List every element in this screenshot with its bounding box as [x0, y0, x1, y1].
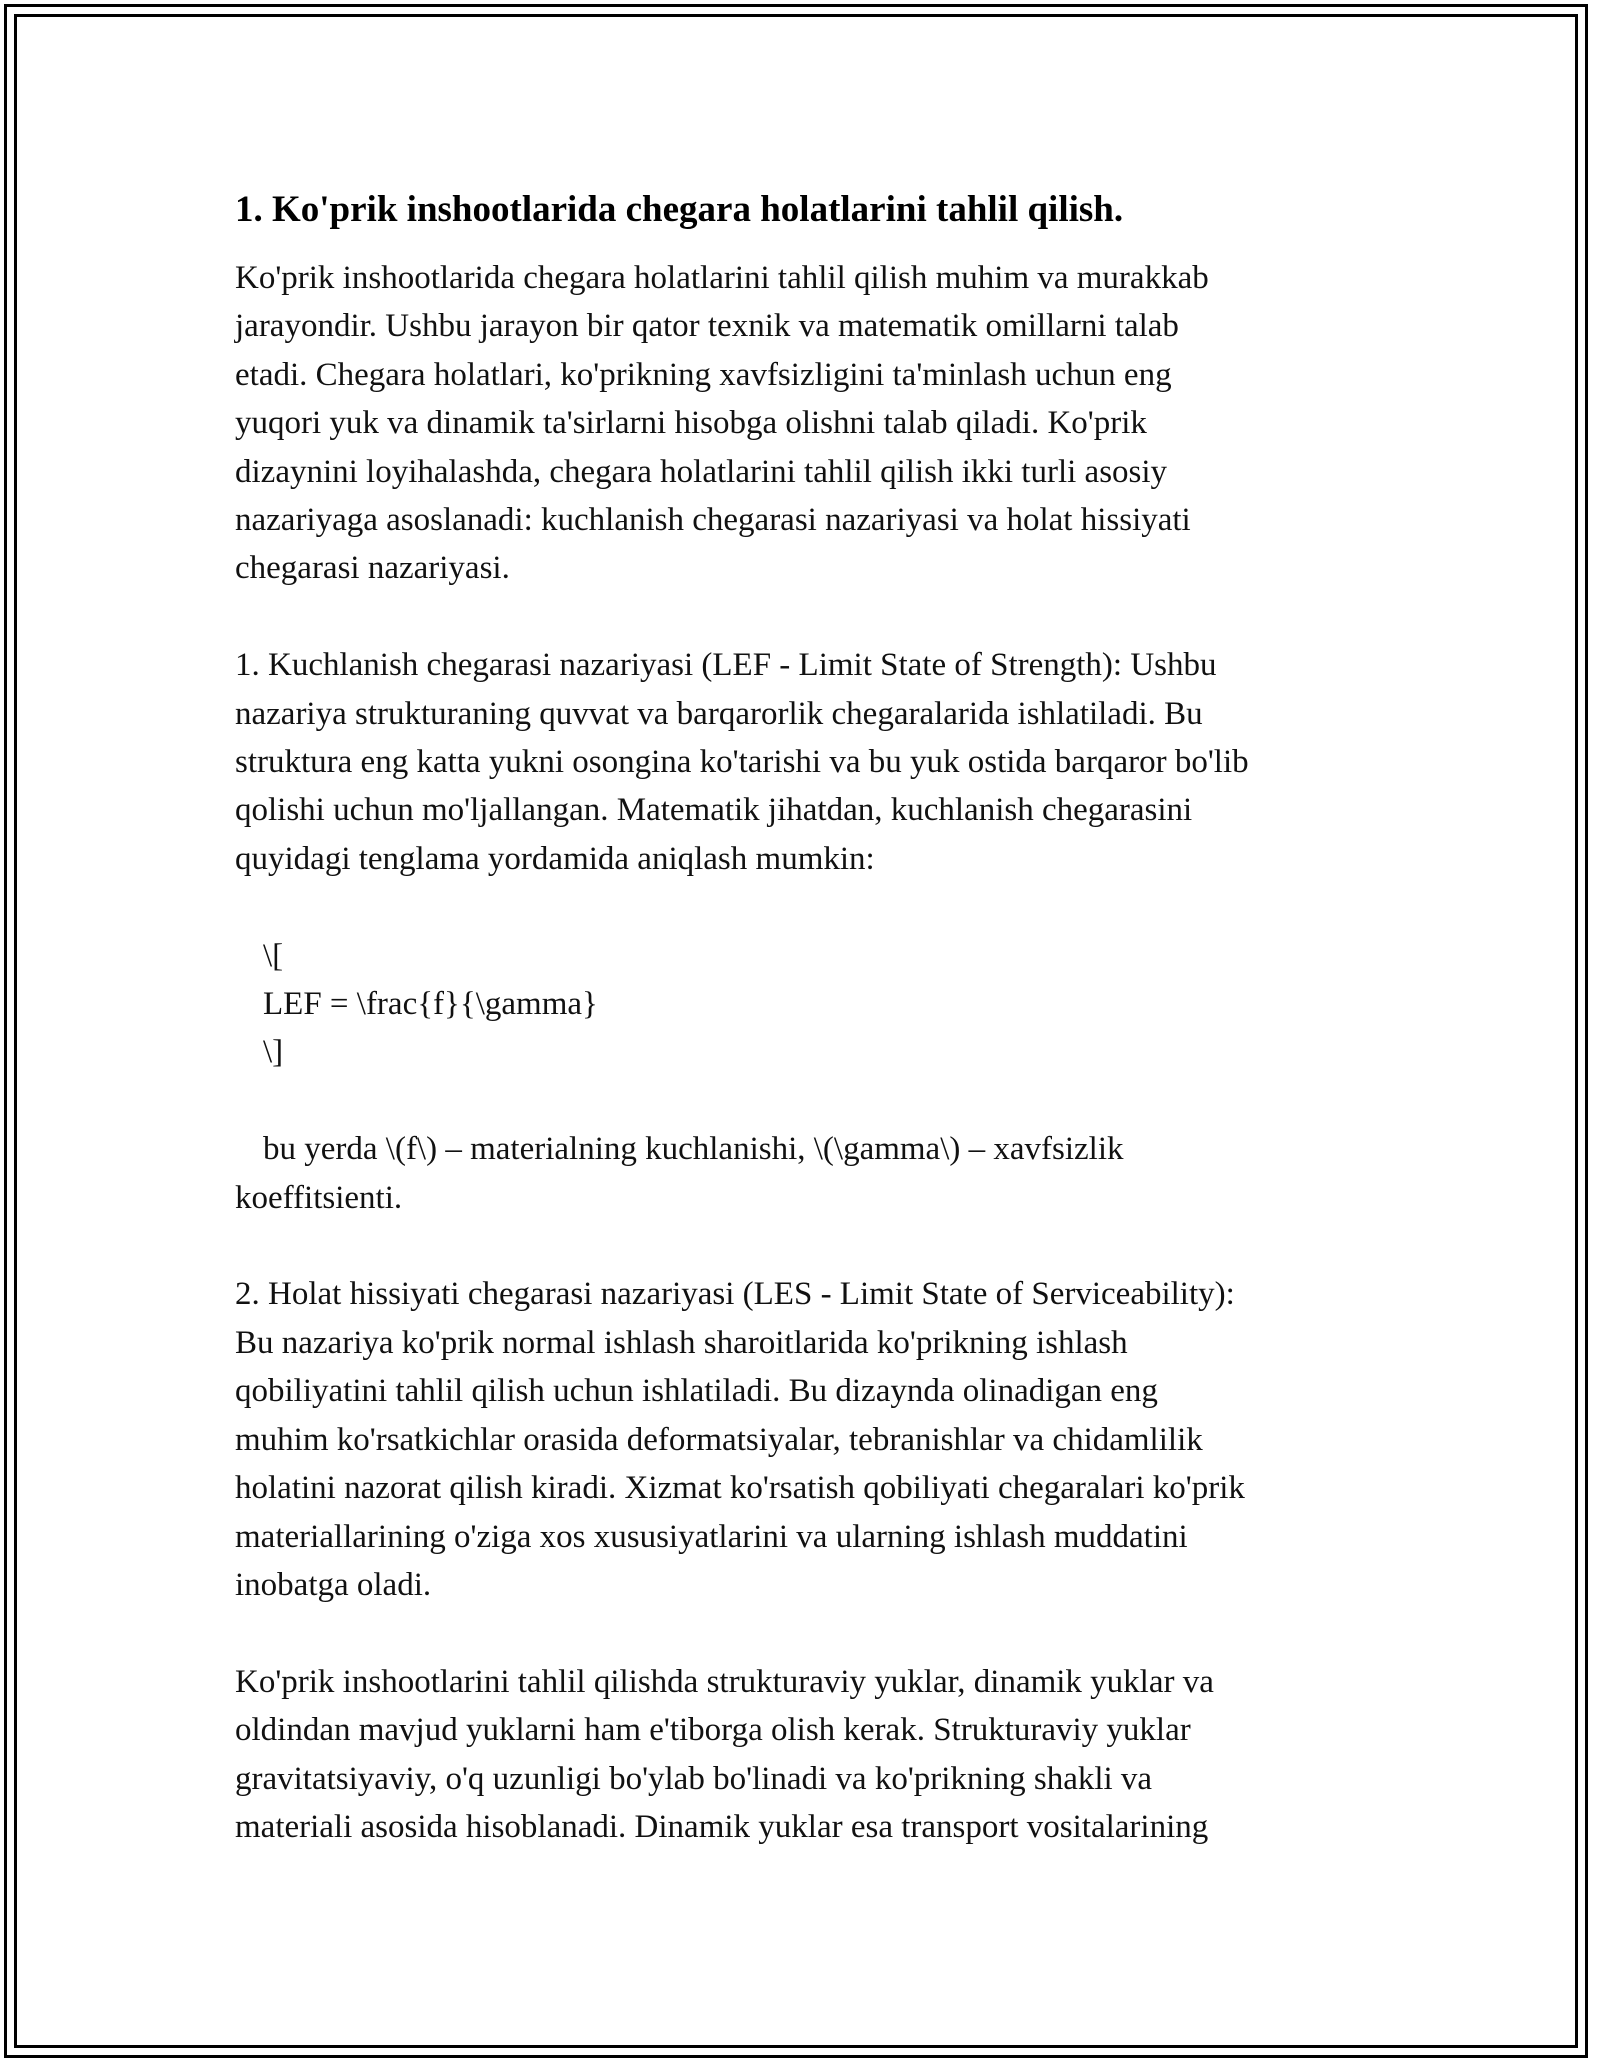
intro-paragraph: Ko'prik inshootlarida chegara holatlarini tahlil qilish muhim va murakkab jarayondir. Ushbu jarayon bir qator texnik va matematik omillarni talab etadi. Chegara holatlari, ko'prikning xavfsizligini ta'minlash uchun eng yuqori yuk va dinamik ta'sirlarni hisobga olishni talab qiladi. Ko'prik dizaynini loyihalashda, chegara holatlarini tahlil qilish ikki turli asosiy nazariyaga asoslanadi: kuchlanish chegarasi nazariyasi va holat hissiyati chegarasi nazariyasi.: [235, 260, 1209, 587]
paragraph-spacer: [235, 1077, 1375, 1125]
formula-explanation-line-2: koeffitsienti.: [235, 1179, 403, 1216]
closing-paragraph: Ko'prik inshootlarini tahlil qilishda strukturaviy yuklar, dinamik yuklar va oldindan mavjud yuklarni ham e'tiborga olish kerak. Strukturaviy yuklar gravitatsiyaviy, o'q uzunligi bo'ylab bo'linadi va ko'prikning shakli va materiali asosida hisoblanadi. Dinamik yuklar esa transport vositalarining: [235, 1663, 1214, 1845]
document-title: 1. Ko'prik inshootlarida chegara holatlarini tahlil qilish.: [235, 189, 1124, 230]
formula-close: \]: [263, 1034, 284, 1071]
document-body: [235, 184, 1375, 1851]
formula-open: \[: [263, 937, 284, 974]
paragraph-spacer: [235, 883, 1375, 931]
paragraph-spacer: [235, 593, 1375, 641]
paragraph-spacer: [235, 1222, 1375, 1270]
section-1-paragraph: 1. Kuchlanish chegarasi nazariyasi (LEF - Limit State of Strength): Ushbu nazariya strukturaning quvvat va barqarorlik chegaralarida ishlatiladi. Bu struktura eng katta yukni osongina ko'tarishi va bu yuk ostida barqaror bo'lib qolishi uchun mo'ljallangan. Matematik jihatdan, kuchlanish chegarasini quyidagi tenglama yordamida aniqlash mumkin:: [235, 647, 1249, 877]
paragraph-spacer: [235, 1609, 1375, 1657]
section-2-paragraph: 2. Holat hissiyati chegarasi nazariyasi (LES - Limit State of Serviceability): Bu nazariya ko'prik normal ishlash sharoitlarida ko'prikning ishlash qobiliyatini tahlil qilish uchun ishlatiladi. Bu dizaynda olinadigan eng muhim ko'rsatkichlar orasida deformatsiyalar, tebranishlar va chidamlilik holatini nazorat qilish kiradi. Xizmat ko'rsatish qobiliyati chegaralari ko'prik materiallarining o'ziga xos xususiyatlarini va ularning ishlash muddatini inobatga oladi.: [235, 1276, 1245, 1603]
formula-block: [235, 932, 1375, 1077]
formula-explanation-line-1: bu yerda \(f\) – materialning kuchlanishi, \(\gamma\) – xavfsizlik: [263, 1131, 1124, 1168]
formula-body: LEF = \frac{f}{\gamma}: [263, 986, 598, 1023]
